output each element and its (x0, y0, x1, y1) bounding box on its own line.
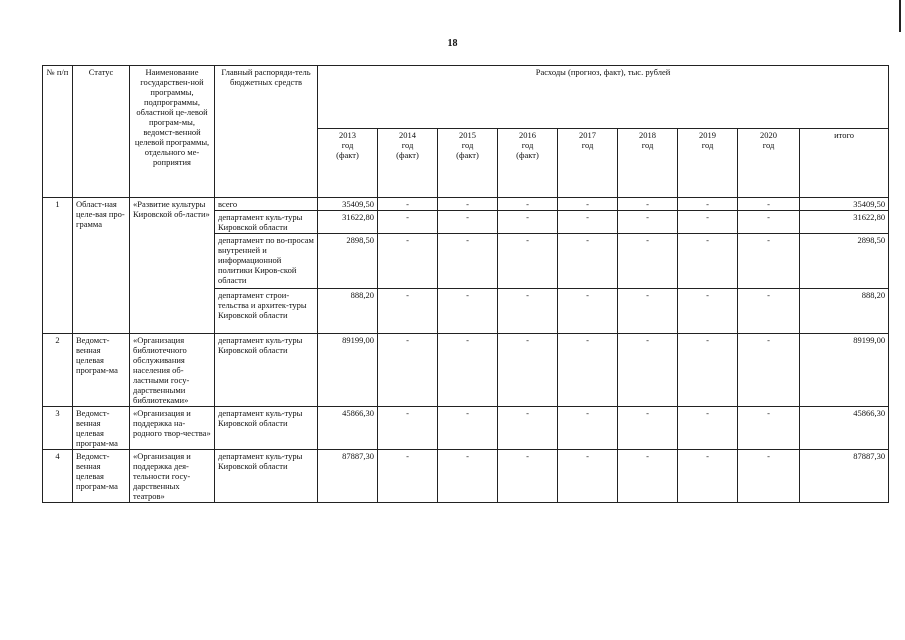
cell-2018: - (618, 407, 678, 450)
cell-2019: - (678, 211, 738, 234)
row-number: 2 (43, 334, 73, 407)
header-year-2020 (738, 129, 800, 198)
cell-2019: - (678, 234, 738, 289)
row-budget-admin: департамент куль-туры Кировской области (215, 450, 318, 503)
header-year-unit: год (401, 140, 414, 150)
header-year-unit: год (641, 140, 654, 150)
cell-2013: 2898,50 (318, 234, 378, 289)
cell-2014: - (378, 289, 438, 334)
cell-2015: - (438, 334, 498, 407)
cell-2017: - (558, 234, 618, 289)
cell-2014: - (378, 450, 438, 503)
cell-2014: - (378, 407, 438, 450)
cell-2020: - (738, 211, 800, 234)
cell-2014: - (378, 234, 438, 289)
row-program-name: «Организация библиотечного обслуживания населения об-ластными госу-дарственными библиотеками» (130, 334, 215, 407)
cell-total: 2898,50 (800, 234, 889, 289)
cell-total: 888,20 (800, 289, 889, 334)
header-year-value: 2017 (579, 130, 596, 140)
cell-2015: - (438, 407, 498, 450)
row-program-name: «Развитие культуры Кировской об-ласти» (130, 198, 215, 334)
cell-2016: - (498, 450, 558, 503)
cell-2013: 87887,30 (318, 450, 378, 503)
cell-2019: - (678, 334, 738, 407)
cell-2019: - (678, 198, 738, 211)
cell-2020: - (738, 334, 800, 407)
table-row (43, 407, 889, 450)
header-year-value: 2013 (339, 130, 356, 140)
cell-2018: - (618, 234, 678, 289)
header-year-unit: год (521, 140, 534, 150)
cell-2018: - (618, 334, 678, 407)
budget-table-body (43, 198, 889, 503)
cell-total: 45866,30 (800, 407, 889, 450)
cell-total: 31622,80 (800, 211, 889, 234)
cell-total: 89199,00 (800, 334, 889, 407)
header-year-note: (факт) (516, 150, 539, 160)
cell-2015: - (438, 211, 498, 234)
header-year-note: (факт) (336, 150, 359, 160)
row-program-name: «Организация и поддержка на-родного твор-чества» (130, 407, 215, 450)
row-budget-admin: департамент строи-тельства и архитек-туры Кировской области (215, 289, 318, 334)
table-row (43, 450, 889, 503)
scan-edge-line (899, 0, 901, 32)
cell-2015: - (438, 198, 498, 211)
cell-2018: - (618, 211, 678, 234)
cell-2013: 45866,30 (318, 407, 378, 450)
cell-2017: - (558, 289, 618, 334)
header-year-unit: год (341, 140, 354, 150)
header-year-2016 (498, 129, 558, 198)
cell-2017: - (558, 334, 618, 407)
header-year-unit: год (581, 140, 594, 150)
header-year-value: 2016 (519, 130, 536, 140)
cell-2013: 35409,50 (318, 198, 378, 211)
cell-2017: - (558, 450, 618, 503)
cell-2016: - (498, 334, 558, 407)
header-year-value: 2020 (760, 130, 777, 140)
row-status: Ведомст-венная целевая програм-ма (73, 450, 130, 503)
row-budget-admin: департамент куль-туры Кировской области (215, 211, 318, 234)
cell-2014: - (378, 211, 438, 234)
header-year-2014 (378, 129, 438, 198)
row-number: 4 (43, 450, 73, 503)
row-budget-admin: департамент куль-туры Кировской области (215, 334, 318, 407)
cell-2020: - (738, 198, 800, 211)
header-year-2015 (438, 129, 498, 198)
row-program-name: «Организация и поддержка дея-тельности госу-дарственных театров» (130, 450, 215, 503)
header-year-unit: год (762, 140, 775, 150)
cell-2019: - (678, 450, 738, 503)
cell-2013: 888,20 (318, 289, 378, 334)
cell-2015: - (438, 289, 498, 334)
cell-2017: - (558, 198, 618, 211)
cell-2017: - (558, 211, 618, 234)
row-budget-admin: департамент по во-просам внутренней и информационной политики Киров-ской области (215, 234, 318, 289)
header-num: № п/п (43, 66, 73, 198)
budget-table (42, 65, 889, 503)
row-status: Ведомст-венная целевая програм-ма (73, 334, 130, 407)
header-total: итого (800, 129, 889, 198)
header-year-value: 2018 (639, 130, 656, 140)
cell-2015: - (438, 450, 498, 503)
cell-2018: - (618, 289, 678, 334)
header-year-value: 2015 (459, 130, 476, 140)
table-row (43, 334, 889, 407)
cell-2020: - (738, 289, 800, 334)
cell-2014: - (378, 198, 438, 211)
cell-2019: - (678, 289, 738, 334)
row-status: Ведомст-венная целевая програм-ма (73, 407, 130, 450)
row-status: Област-ная целе-вая про-грамма (73, 198, 130, 334)
row-number: 1 (43, 198, 73, 334)
header-status: Статус (73, 66, 130, 198)
row-budget-admin: всего (215, 198, 318, 211)
cell-total: 87887,30 (800, 450, 889, 503)
header-year-note: (факт) (396, 150, 419, 160)
cell-2018: - (618, 198, 678, 211)
header-year-2019 (678, 129, 738, 198)
cell-2013: 89199,00 (318, 334, 378, 407)
cell-2017: - (558, 407, 618, 450)
header-year-2017 (558, 129, 618, 198)
cell-2016: - (498, 198, 558, 211)
cell-2020: - (738, 450, 800, 503)
header-year-unit: год (461, 140, 474, 150)
header-year-2018 (618, 129, 678, 198)
header-expenses: Расходы (прогноз, факт), тыс. рублей (318, 66, 889, 129)
row-budget-admin: департамент куль-туры Кировской области (215, 407, 318, 450)
cell-2014: - (378, 334, 438, 407)
cell-2016: - (498, 234, 558, 289)
cell-2019: - (678, 407, 738, 450)
page-number: 18 (447, 38, 458, 49)
cell-2016: - (498, 211, 558, 234)
header-year-unit: год (701, 140, 714, 150)
header-year-2013 (318, 129, 378, 198)
table-row (43, 198, 889, 211)
header-year-note: (факт) (456, 150, 479, 160)
header-year-value: 2014 (399, 130, 416, 140)
row-number: 3 (43, 407, 73, 450)
header-budget-admin: Главный распоряди-тель бюджетных средств (215, 66, 318, 198)
cell-2020: - (738, 407, 800, 450)
header-year-value: 2019 (699, 130, 716, 140)
header-program-name: Наименование государствен-ной программы, подпрограммы, областной це-левой програм-мы, ведомст-венной целевой программы, отдельного ме-роприятия (130, 66, 215, 198)
cell-2016: - (498, 407, 558, 450)
cell-2018: - (618, 450, 678, 503)
cell-2015: - (438, 234, 498, 289)
cell-total: 35409,50 (800, 198, 889, 211)
cell-2016: - (498, 289, 558, 334)
cell-2020: - (738, 234, 800, 289)
cell-2013: 31622,80 (318, 211, 378, 234)
